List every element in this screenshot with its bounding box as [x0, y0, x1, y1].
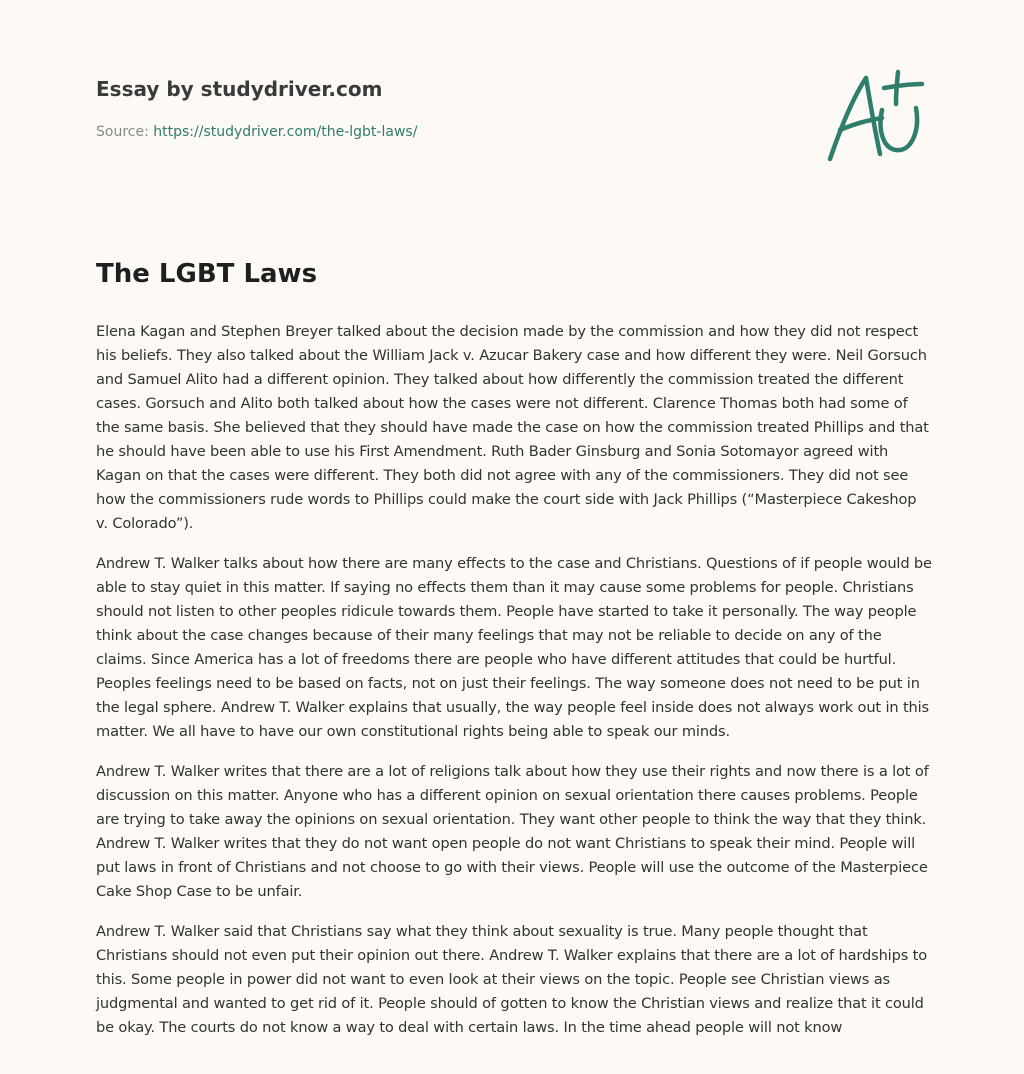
- a-plus-grade-icon: [820, 64, 930, 168]
- source-label: Source:: [96, 124, 149, 140]
- page-title: The LGBT Laws: [96, 259, 318, 289]
- article-paragraph: Andrew T. Walker talks about how there are many effects to the case and Christians. Questions of if people would be able to stay quiet in this matter. If saying no effects them than it may cause some problems for people. Christians should not listen to other peoples ridicule towards them. People have started to take it personally. The way people think about the case changes because of their many feelings that may not be reliable to decide on any of the claims. Since America has a lot of freedoms there are people who have different attitudes that could be hurtful. Peoples feelings need to be based on facts, not on just their feelings. The way someone does not need to be put in the legal sphere. Andrew T. Walker explains that usually, the way people feel inside does not always work out in this matter. We all have to have our own constitutional rights being able to speak our minds.: [96, 555, 932, 740]
- article-paragraph: Andrew T. Walker said that Christians say what they think about sexuality is true. Many people thought that Christians should not even put their opinion out there. Andrew T. Walker explains that there are a lot of hardships to this. Some people in power did not want to even look at their views on the topic. People see Christian views as judgmental and wanted to get rid of it. People should of gotten to know the Christian views and realize that it could be okay. The courts do not know a way to deal with certain laws. In the time ahead people will not know: [96, 923, 927, 1036]
- site-title: Essay by studydriver.com: [96, 77, 383, 101]
- source-link[interactable]: https://studydriver.com/the-lgbt-laws/: [153, 124, 418, 140]
- article-paragraph: Andrew T. Walker writes that there are a lot of religions talk about how they use their rights and now there is a lot of discussion on this matter. Anyone who has a different opinion on sexual orientation there causes problems. People are trying to take away the opinions on sexual orientation. They want other people to think the way that they think. Andrew T. Walker writes that they do not want open people do not want Christians to speak their mind. People will put laws in front of Christians and not choose to go with their views. People will use the outcome of the Masterpiece Cake Shop Case to be unfair.: [96, 763, 929, 900]
- page-header: [96, 74, 928, 142]
- source-line: [96, 122, 928, 142]
- article: [96, 254, 932, 1056]
- article-paragraph: Elena Kagan and Stephen Breyer talked about the decision made by the commission and how they did not respect his beliefs. They also talked about the William Jack v. Azucar Bakery case and how different they were. Neil Gorsuch and Samuel Alito had a different opinion. They talked about how differently the commission treated the different cases. Gorsuch and Alito both talked about how the cases were not different. Clarence Thomas both had some of the same basis. She believed that they should have made the case on how the commission treated Phillips and that he should have been able to use his First Amendment. Ruth Bader Ginsburg and Sonia Sotomayor agreed with Kagan on that the cases were different. They both did not agree with any of the commissioners. They did not see how the commissioners rude words to Phillips could make the court side with Jack Phillips (“Masterpiece Cakeshop v. Colorado”).: [96, 323, 929, 532]
